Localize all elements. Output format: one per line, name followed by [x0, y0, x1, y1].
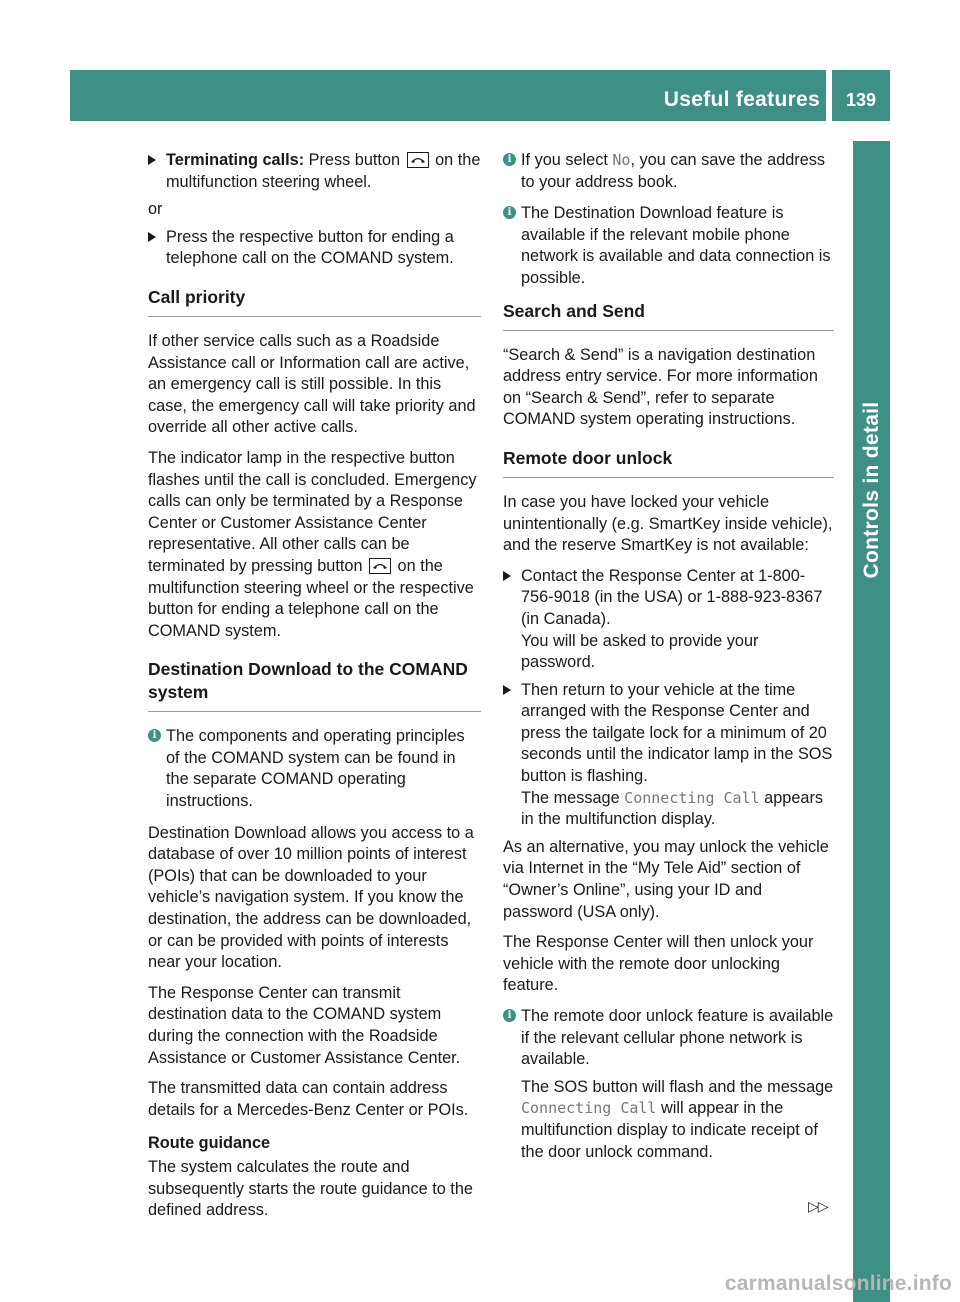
step-return-to-vehicle: Then return to your vehicle at the time arranged with the Response Center and press the tailgate lock for a minimum of 20 seconds until the indicator lamp in the SOS button is flashing. The message Connecting Call appears in the multifunction display.: [503, 680, 834, 831]
display-text-connecting-call: Connecting Call: [624, 788, 760, 807]
paragraph: Destination Download allows you access to a database of over 10 million points of interest (POIs) that can be downloaded to your vehicle’s navigation system. If you know the destination, the address can be downloaded, or can be provided with points of interests near your location.: [148, 823, 474, 972]
paragraph: The system calculates the route and subsequently starts the route guidance to the defined address.: [148, 1157, 473, 1220]
paragraph: In case you have locked your vehicle unintentionally (e.g. SmartKey inside vehicle), and the reserve SmartKey is not available:: [503, 492, 833, 555]
end-call-button-icon: [407, 152, 429, 168]
step-terminating-calls: Terminating calls: Press button on the multifunction steering wheel.: [148, 150, 481, 193]
step-lead: Terminating calls:: [166, 151, 305, 169]
paragraph: The Response Center will then unlock your vehicle with the remote door unlocking feature.: [503, 933, 814, 995]
info-icon: i: [503, 153, 516, 166]
end-call-button-icon: [369, 558, 391, 574]
watermark: carmanualsonline.info: [724, 1272, 952, 1295]
paragraph: If other service calls such as a Roadside Assistance call or Information call are active, an emergency call is still possible. In this case, the emergency call will take priority and override all other active calls.: [148, 331, 476, 437]
info-note: i The remote door unlock feature is available if the relevant cellular phone network is available. The SOS button will flash and the message Connecting Call will appear in the multifunction display to indicate receipt of the door unlock command.: [503, 1006, 834, 1163]
step-arrow-icon: [503, 571, 511, 581]
paragraph: As an alternative, you may unlock the vehicle via Internet in the “My Tele Aid” section of “Owner’s Online”, using your ID and password (USA only).: [503, 837, 829, 921]
paragraph: The indicator lamp in the respective button flashes until the call is concluded. Emergency calls can only be terminated by a Response Center or Customer Assistance Center representative. All other calls can be terminated by pressing button on the multifunction steering wheel or the respective button for ending a telephone call on the COMAND system.: [148, 448, 477, 640]
side-tab: [853, 141, 890, 1302]
page-number: 139: [845, 90, 877, 110]
heading-route-guidance: Route guidance: [148, 1134, 271, 1153]
step-contact-response-center: Contact the Response Center at 1-800-756-9018 (in the USA) or 1-888-923-8367 (in Canada). You will be asked to provide your password.: [503, 566, 834, 674]
right-column: [503, 150, 834, 1173]
step-arrow-icon: [148, 232, 156, 242]
display-text-no: No: [612, 151, 631, 169]
info-icon: i: [148, 729, 161, 742]
paragraph: The Response Center can transmit destination data to the COMAND system during the connection with the Roadside Assistance or Customer Assistance Center.: [148, 983, 461, 1067]
or-text: or: [148, 200, 163, 219]
heading-remote-door-unlock: Remote door unlock: [503, 447, 834, 478]
paragraph: “Search & Send” is a navigation destination address entry service. For more information on “Search & Send”, refer to separate COMAND system operating instructions.: [503, 345, 818, 429]
heading-destination-download: Destination Download to the COMAND system: [148, 658, 481, 712]
continue-arrow-icon: ▷▷: [808, 1198, 828, 1214]
left-column: [148, 150, 481, 1231]
section-title: Useful features: [663, 88, 820, 111]
step-arrow-icon: [503, 685, 511, 695]
side-tab-label: Controls in detail: [860, 401, 883, 579]
info-icon: i: [503, 206, 516, 219]
paragraph: The transmitted data can contain address details for a Mercedes-Benz Center or POIs.: [148, 1079, 469, 1119]
display-text-connecting-call: Connecting Call: [521, 1099, 657, 1118]
step-arrow-icon: [148, 155, 156, 165]
info-note: i The Destination Download feature is available if the relevant mobile phone network is available and data connection is possible.: [503, 203, 834, 289]
heading-call-priority: Call priority: [148, 286, 481, 317]
step-end-call-comand: Press the respective button for ending a telephone call on the COMAND system.: [148, 227, 481, 270]
heading-search-and-send: Search and Send: [503, 300, 834, 331]
info-note: i The components and operating principles of the COMAND system can be found in the separate COMAND operating instructions.: [148, 726, 481, 812]
info-icon: i: [503, 1009, 516, 1022]
info-note: i If you select No, you can save the address to your address book.: [503, 150, 834, 193]
